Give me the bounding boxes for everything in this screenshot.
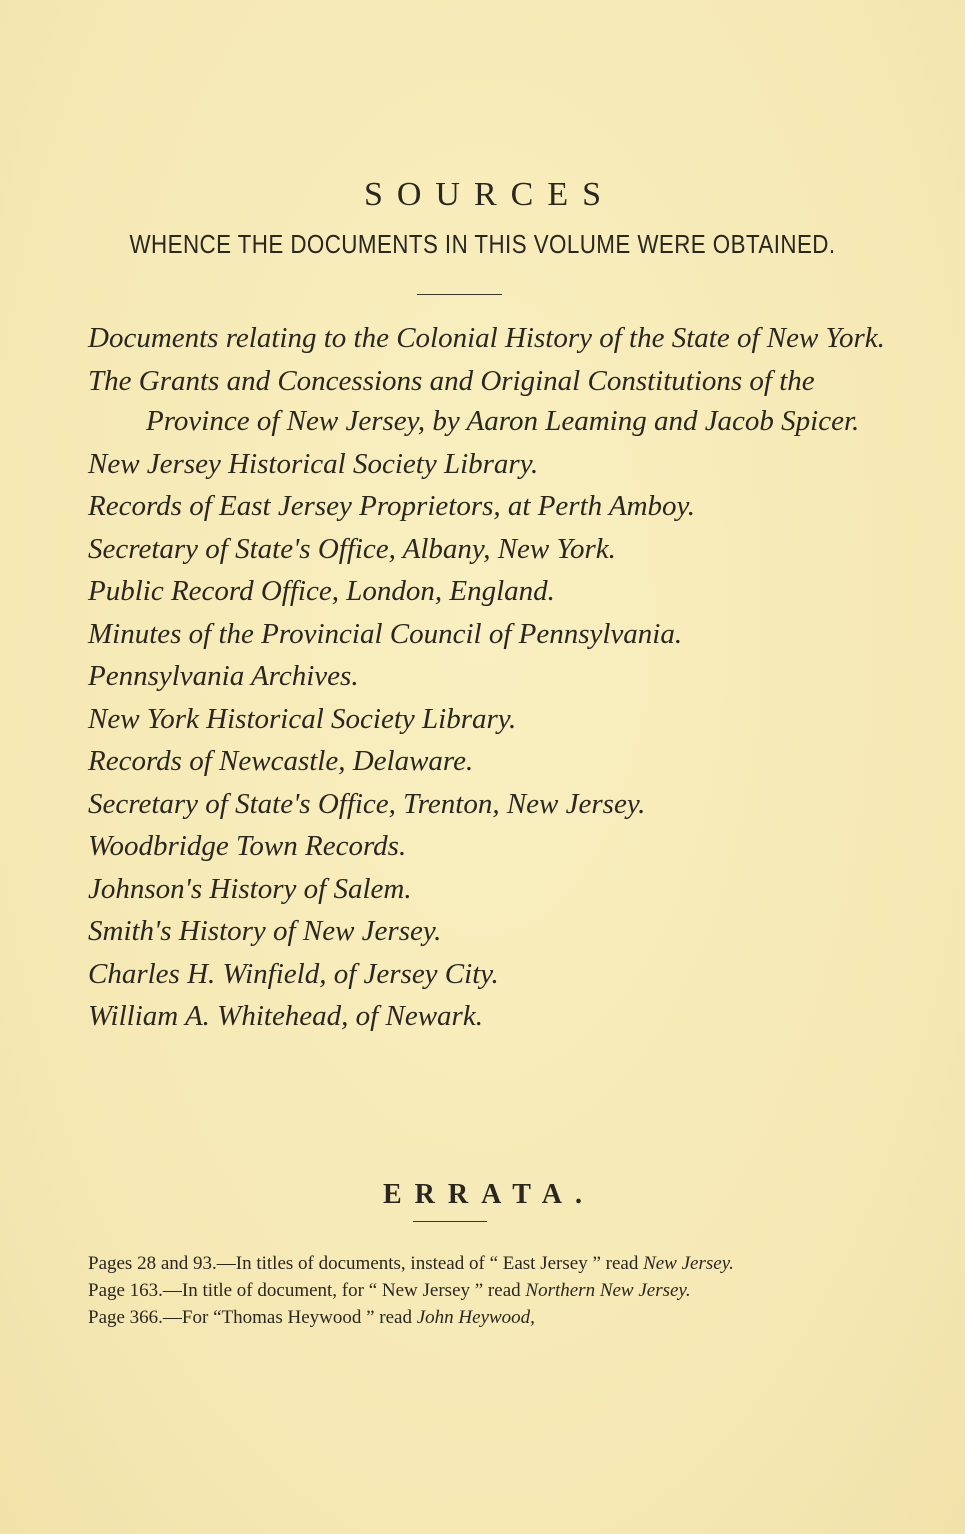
- source-item: Records of Newcastle, Delaware.: [88, 745, 474, 777]
- source-item: New York Historical Society Library.: [88, 702, 517, 735]
- source-item: Secretary of State's Office, Trenton, New Jersey.: [88, 787, 646, 820]
- errata-item: [88, 1250, 848, 1277]
- errata-text: Page 163.—In title of document, for “ New Jersey ” read: [88, 1280, 526, 1301]
- errata-correction: New Jersey.: [643, 1253, 734, 1274]
- source-item: Pennsylvania Archives.: [88, 660, 359, 692]
- sources-list: [88, 318, 888, 1039]
- source-item: Public Record Office, London, England.: [88, 575, 555, 607]
- errata-text: Page 366.—For “Thomas Heywood ” read: [88, 1307, 417, 1328]
- errata-item: [88, 1277, 848, 1304]
- source-item: Records of East Jersey Proprietors, at Perth Amboy.: [88, 490, 696, 522]
- source-item: Minutes of the Provincial Council of Pennsylvania.: [88, 617, 683, 650]
- source-item: Johnson's History of Salem.: [88, 872, 412, 905]
- source-item: Documents relating to the Colonial History of the State of New York.: [88, 322, 885, 354]
- errata-list: [88, 1250, 848, 1331]
- source-item: Charles H. Winfield, of Jersey City.: [88, 957, 499, 990]
- errata-text: Pages 28 and 93.—In titles of documents, instead of “ East Jersey ” read: [88, 1253, 644, 1274]
- source-item: Woodbridge Town Records.: [88, 830, 407, 862]
- errata-correction: Northern New Jersey.: [525, 1280, 691, 1301]
- source-item: Smith's History of New Jersey.: [88, 915, 442, 947]
- source-item: New Jersey Historical Society Library.: [88, 447, 539, 480]
- page-title: SOURCES: [363, 175, 616, 213]
- errata-correction: John Heywood,: [416, 1307, 535, 1328]
- errata-item: [88, 1304, 848, 1331]
- title-divider: [417, 294, 502, 295]
- errata-heading: ERRATA.: [382, 1179, 596, 1211]
- errata-divider: [413, 1221, 487, 1222]
- page-subtitle: WHENCE THE DOCUMENTS IN THIS VOLUME WERE OBTAINED.: [129, 229, 836, 259]
- source-item: The Grants and Concessions and Original Constitutions of the Province of New Jersey, by Aaron Leaming and Jacob Spicer.: [88, 364, 860, 437]
- source-item: Secretary of State's Office, Albany, New York.: [88, 532, 616, 565]
- source-item: William A. Whitehead, of Newark.: [88, 1000, 483, 1032]
